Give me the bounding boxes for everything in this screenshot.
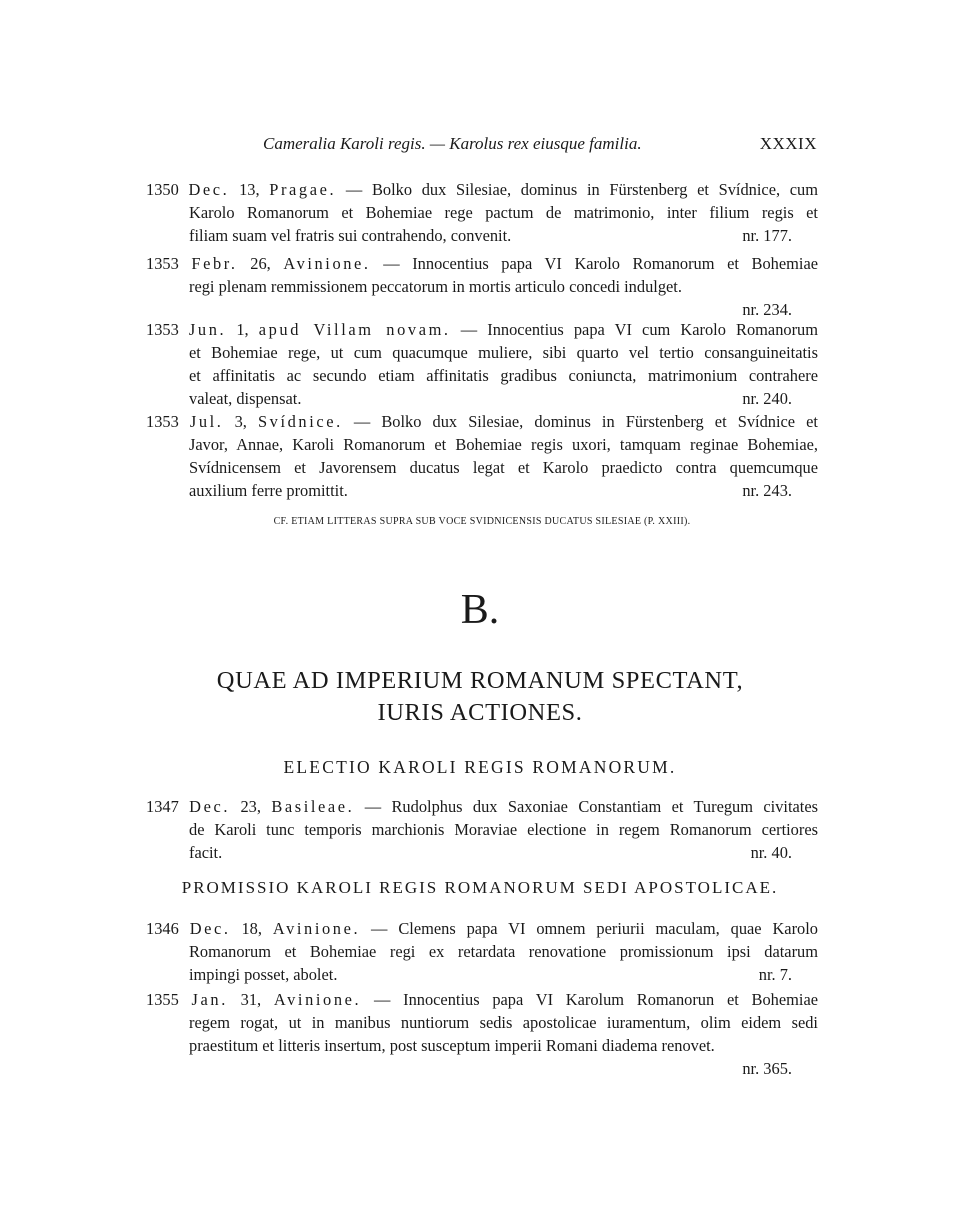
entry-number: nr. 243.: [742, 481, 792, 500]
regest-entry: [146, 795, 818, 864]
entry-number: nr. 234.: [742, 300, 792, 319]
entry-text-line: — Clemens papa VI omnem periurii maculam, quae Karolo: [360, 919, 818, 938]
entry-date: Jun.: [188, 320, 227, 339]
entry-text-line: facit.: [189, 843, 223, 862]
regest-entry: [146, 917, 818, 986]
section-title: [0, 665, 960, 729]
entry-day: 23,: [230, 797, 272, 816]
entry-date: Jul.: [189, 412, 224, 431]
entry-place: Pragae.: [269, 180, 337, 199]
section-letter: B.: [460, 587, 500, 633]
entry-number: nr. 365.: [742, 1059, 792, 1078]
entry-date: Dec.: [189, 919, 231, 938]
entry-date: Dec.: [188, 180, 230, 199]
entry-year: 1347: [146, 797, 179, 816]
entry-text-line: Karolo Romanorum et Bohemiae rege pactum de matrimonio, inter filium regis et: [189, 203, 818, 222]
entry-text-line: — Innocentius papa VI Karolum Romanorun et Bohemiae: [361, 990, 818, 1009]
entry-year: 1353: [146, 412, 179, 431]
entry-text-line: valeat, dispensat.: [189, 389, 302, 408]
entry-number: nr. 240.: [742, 389, 792, 408]
entry-place: Basileae.: [271, 797, 355, 816]
entry-day: 26,: [237, 254, 284, 273]
entry-text-line: de Karoli tunc temporis marchionis Moraviae electione in regem Romanorum certiores: [189, 820, 818, 839]
entry-text-line: regi plenam remmissionem peccatorum in mortis articulo concedi indulget.: [189, 277, 682, 296]
section-title-line: QUAE AD IMPERIUM ROMANUM SPECTANT,: [216, 667, 744, 694]
entry-place: Avinione.: [273, 990, 362, 1009]
entry-year: 1353: [146, 320, 179, 339]
entry-text-line: filiam suam vel fratris sui contrahendo, convenit.: [189, 226, 512, 245]
entry-date: Jan.: [191, 990, 228, 1009]
cross-reference-note: CF. ETIAM LITTERAS SUPRA SUB VOCE SVIDNICENSIS DUCATUS SILESIAE (P. XXIII).: [273, 516, 691, 527]
subsection-heading: ELECTIO KAROLI REGIS ROMANORUM.: [283, 757, 677, 777]
entry-day: 1,: [226, 320, 259, 339]
entry-text-line: — Innocentius papa VI Karolo Romanorum et Bohemiae: [370, 254, 818, 273]
subsection-heading: PROMISSIO KAROLI REGIS ROMANORUM SEDI APOSTOLICAE.: [181, 878, 779, 897]
entry-year: 1353: [146, 254, 179, 273]
entry-year: 1350: [146, 180, 179, 199]
running-head-title: Cameralia Karoli regis. — Karolus rex eiusque familia.: [263, 134, 642, 153]
regest-entry: [146, 988, 818, 1080]
entry-text-line: — Bolko dux Silesiae, dominus in Fürstenberg et Svídnice, cum: [336, 180, 818, 199]
entry-number: nr. 40.: [750, 843, 792, 862]
entry-text-line: praestitum et litteris insertum, post susceptum imperii Romani diadema renovet.: [189, 1036, 715, 1055]
entry-year: 1355: [146, 990, 179, 1009]
entry-number: nr. 177.: [742, 226, 792, 245]
entry-text-line: impingi posset, abolet.: [189, 965, 338, 984]
entry-text-line: et affinitatis ac secundo etiam affinitatis gradibus coniuncta, matrimonium contrahere: [189, 366, 818, 385]
entry-text-line: — Rudolphus dux Saxoniae Constantiam et Turegum civitates: [354, 797, 818, 816]
entry-day: 18,: [230, 919, 273, 938]
entry-day: 3,: [223, 412, 258, 431]
entry-text-line: — Innocentius papa VI cum Karolo Romanorum: [450, 320, 818, 339]
entry-text-line: Romanorum et Bohemiae regi ex retardata renovatione promissionum ipsi datarum: [189, 942, 818, 961]
entry-text-line: — Bolko dux Silesiae, dominus in Fürstenberg et Svídnice et: [342, 412, 818, 431]
entry-place: Avinione.: [272, 919, 361, 938]
regest-entry: [146, 178, 818, 247]
regest-entry: [146, 252, 818, 321]
entry-text-line: auxilium ferre promittit.: [189, 481, 348, 500]
page-number: XXXIX: [759, 134, 817, 153]
entry-place: Avinione.: [283, 254, 371, 273]
entry-year: 1346: [146, 919, 179, 938]
entry-day: 31,: [227, 990, 274, 1009]
entry-date: Febr.: [191, 254, 238, 273]
running-head: [263, 134, 819, 160]
entry-text-line: et Bohemiae rege, ut cum quacumque muliere, sibi quarto vel tertio consanguineitatis: [189, 343, 818, 362]
entry-text-line: Javor, Annae, Karoli Romanorum et Bohemiae regis uxori, tamquam reginae Bohemiae,: [189, 435, 818, 454]
section-title-line: IURIS ACTIONES.: [377, 699, 583, 726]
entry-number: nr. 7.: [758, 965, 792, 984]
regest-entry: [146, 318, 818, 410]
entry-day: 13,: [229, 180, 270, 199]
entry-text-line: regem rogat, ut in manibus nuntiorum sedis apostolicae iuramentum, olim eidem sedi: [189, 1013, 818, 1032]
entry-place: Svídnice.: [257, 412, 343, 431]
regest-entry: [146, 410, 818, 502]
entry-date: Dec.: [189, 797, 231, 816]
entry-text-line: Svídnicensem et Javorensem ducatus legat et Karolo praedicto contra quemcumque: [189, 458, 818, 477]
entry-place: apud Villam novam.: [258, 320, 451, 339]
